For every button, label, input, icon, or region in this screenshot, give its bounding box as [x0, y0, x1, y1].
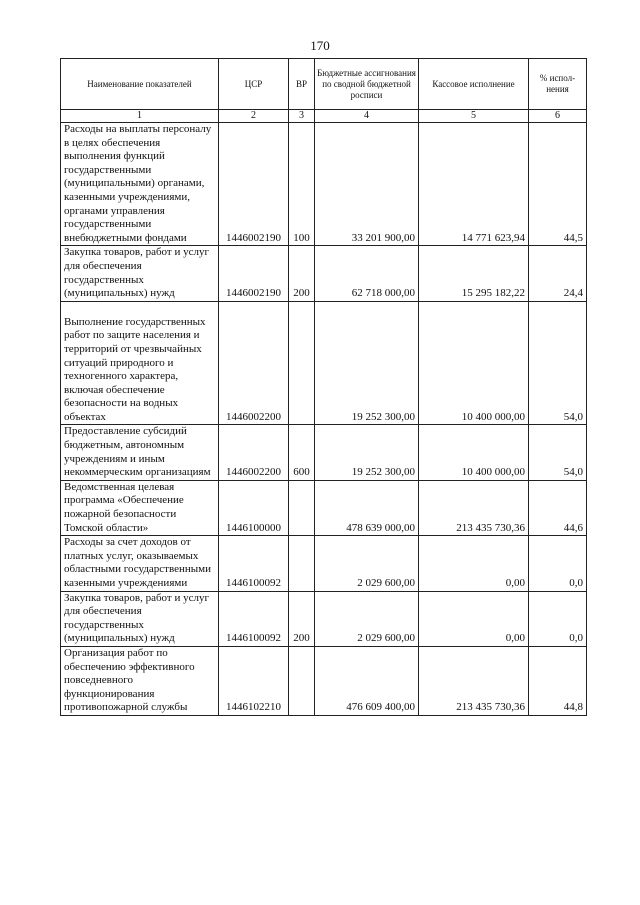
row-percent: 54,0 — [529, 425, 587, 480]
row-execution: 10 400 000,00 — [419, 301, 529, 425]
row-csr: 1446002190 — [219, 246, 289, 301]
header-allocations: Бюджетные ассигнования по сводной бюджетной росписи — [315, 59, 419, 110]
row-percent: 0,0 — [529, 536, 587, 591]
row-name: Закупка товаров, работ и услуг для обеспечения государственных (муниципальных) нужд — [61, 591, 219, 646]
row-allocations: 33 201 900,00 — [315, 123, 419, 246]
row-csr: 1446002200 — [219, 301, 289, 425]
row-name: Расходы за счет доходов от платных услуг, оказываемых областными государственными казенными учреждениями — [61, 536, 219, 591]
row-execution: 15 295 182,22 — [419, 246, 529, 301]
header-csr: ЦСР — [219, 59, 289, 110]
row-percent: 24,4 — [529, 246, 587, 301]
column-number: 5 — [419, 110, 529, 123]
column-number: 6 — [529, 110, 587, 123]
header-row — [61, 59, 587, 110]
row-execution: 0,00 — [419, 591, 529, 646]
row-allocations: 62 718 000,00 — [315, 246, 419, 301]
row-percent: 54,0 — [529, 301, 587, 425]
row-csr: 1446102210 — [219, 646, 289, 715]
header-vr: ВР — [289, 59, 315, 110]
header-execution: Кассовое исполнение — [419, 59, 529, 110]
row-allocations: 19 252 300,00 — [315, 425, 419, 480]
table-row — [61, 301, 587, 425]
table-row — [61, 246, 587, 301]
table-row — [61, 536, 587, 591]
column-number: 3 — [289, 110, 315, 123]
row-vr — [289, 301, 315, 425]
table-row — [61, 123, 587, 246]
row-percent: 44,8 — [529, 646, 587, 715]
column-number: 1 — [61, 110, 219, 123]
row-vr: 600 — [289, 425, 315, 480]
row-allocations: 476 609 400,00 — [315, 646, 419, 715]
table-row — [61, 425, 587, 480]
row-name: Закупка товаров, работ и услуг для обеспечения государственных (муниципальных) нужд — [61, 246, 219, 301]
column-number: 4 — [315, 110, 419, 123]
row-allocations: 19 252 300,00 — [315, 301, 419, 425]
row-vr — [289, 536, 315, 591]
row-percent: 44,6 — [529, 480, 587, 535]
row-allocations: 2 029 600,00 — [315, 591, 419, 646]
row-name: Предоставление субсидий бюджетным, автономным учреждениям и иным некоммерческим организациям — [61, 425, 219, 480]
row-execution: 14 771 623,94 — [419, 123, 529, 246]
row-name: Выполнение государственных работ по защите населения и территорий от чрезвычайных ситуаций природного и техногенного характера, включая обеспечение безопасности на водных объектах — [61, 301, 219, 425]
row-csr: 1446100000 — [219, 480, 289, 535]
row-execution: 213 435 730,36 — [419, 480, 529, 535]
row-name: Расходы на выплаты персоналу в целях обеспечения выполнения функций государственными (муниципальными) органами, казенными учреждениями, органами управления государственными внебюджетными фондами — [61, 123, 219, 246]
row-percent: 0,0 — [529, 591, 587, 646]
page-number: 170 — [310, 38, 330, 53]
row-vr: 200 — [289, 246, 315, 301]
row-allocations: 2 029 600,00 — [315, 536, 419, 591]
header-name: Наименование показателей — [61, 59, 219, 110]
row-vr — [289, 646, 315, 715]
row-execution: 0,00 — [419, 536, 529, 591]
row-csr: 1446100092 — [219, 591, 289, 646]
budget-execution-table — [60, 58, 587, 716]
row-csr: 1446002200 — [219, 425, 289, 480]
row-percent: 44,5 — [529, 123, 587, 246]
row-execution: 10 400 000,00 — [419, 425, 529, 480]
row-csr: 1446100092 — [219, 536, 289, 591]
row-name: Ведомственная целевая программа «Обеспечение пожарной безопасности Томской области» — [61, 480, 219, 535]
row-execution: 213 435 730,36 — [419, 646, 529, 715]
row-csr: 1446002190 — [219, 123, 289, 246]
table-row — [61, 480, 587, 535]
row-name: Организация работ по обеспечению эффективного повседневного функционирования противопожарной службы — [61, 646, 219, 715]
table-row — [61, 591, 587, 646]
row-allocations: 478 639 000,00 — [315, 480, 419, 535]
header-percent: % испол-нения — [529, 59, 587, 110]
table-row — [61, 646, 587, 715]
row-vr — [289, 480, 315, 535]
row-vr: 100 — [289, 123, 315, 246]
row-vr: 200 — [289, 591, 315, 646]
column-number: 2 — [219, 110, 289, 123]
column-number-row — [61, 110, 587, 123]
